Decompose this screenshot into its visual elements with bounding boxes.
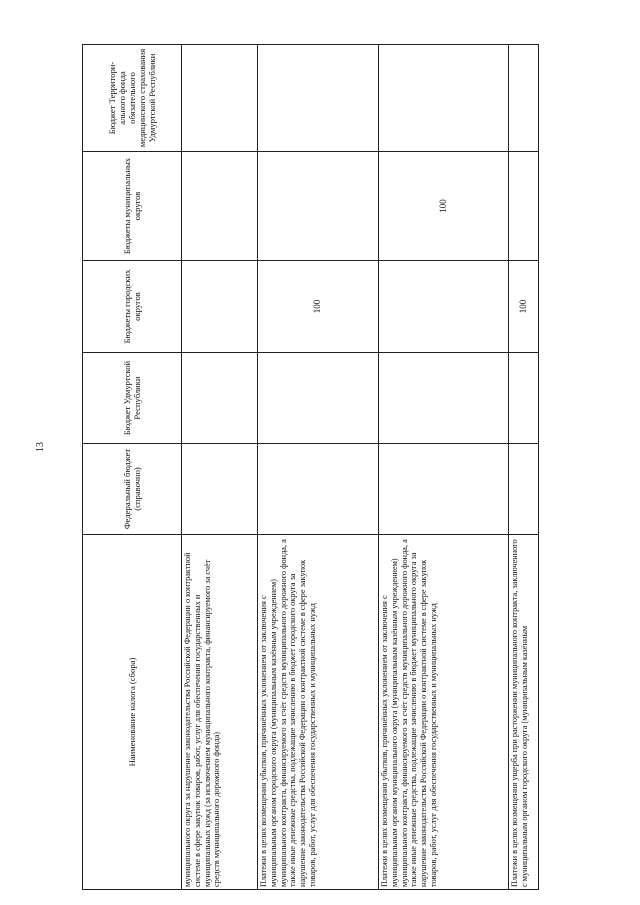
table-row — [258, 45, 379, 890]
table-row — [379, 45, 509, 890]
row-city-districts-value: 100 — [258, 261, 379, 353]
row-udmurt-value — [379, 353, 509, 444]
header-territorial-fund-budget: Бюджет Территори-ального фонда обязательного медицинского страхования Удмуртской Республики — [83, 45, 182, 152]
row-tax-name: Платежи в целях возмещения убытков, причинённых уклонением от заключения с муниципальным органом муниципального округа (муниципальным казённым учреждением) муниципального контракта, финансируемого за счёт средств муниципального дорожного фонда, а также иные денежные средства, подлежащие зачислению в бюджет муниципального округа за нарушение законодательства Российской Федерации о контрактной системе в сфере закупок товаров, работ, услуг для обеспечения государственных и муниципальных нужд — [379, 535, 509, 890]
row-city-districts-value — [379, 261, 509, 353]
row-udmurt-value — [182, 353, 258, 444]
row-tax-name: Платежи в целях возмещения ущерба при расторжении муниципального контракта, заключенного с муниципальным органом городского округа (муниципальным казённым — [509, 535, 539, 890]
row-city-districts-value: 100 — [509, 261, 539, 353]
row-udmurt-value — [509, 353, 539, 444]
table-row — [509, 45, 539, 890]
table-row — [182, 45, 258, 890]
row-municipal-districts-value — [182, 152, 258, 261]
row-municipal-districts-value: 100 — [379, 152, 509, 261]
table-header-row — [83, 45, 182, 890]
row-territorial-fund-value — [182, 45, 258, 152]
row-federal-value — [258, 444, 379, 535]
row-territorial-fund-value — [379, 45, 509, 152]
row-federal-value — [509, 444, 539, 535]
row-territorial-fund-value — [258, 45, 379, 152]
row-tax-name: Платежи в целях возмещения убытков, причинённых уклонением от заключения с муниципальным органом городского округа (муниципальным казённым учреждением) муниципального контракта, финансируемого за счёт средств муниципального дорожного фонда, а также иные денежные средства, подлежащие зачислению в бюджет городского округа за нарушение законодательства Российской Федерации о контрактной системе в сфере закупок товаров, работ, услуг для обеспечения государственных и муниципальных нужд — [258, 535, 379, 890]
header-city-districts-budget: Бюджеты городских округов — [83, 261, 182, 353]
row-tax-name: муниципального округа за нарушение законодательства Российской Федерации о контрактной системе в сфере закупок товаров, работ, услуг для обеспечения государственных и муниципальных нужд (за исключением муниципального контракта, финансируемого за счёт средств муниципального дорожного фонда) — [182, 535, 258, 890]
budget-distribution-table-container — [82, 45, 538, 890]
budget-distribution-table — [82, 44, 539, 890]
header-federal-budget: Федеральный бюджет (справочно) — [83, 444, 182, 535]
row-udmurt-value — [258, 353, 379, 444]
header-municipal-districts-budget: Бюджеты муниципальных округов — [83, 152, 182, 261]
row-federal-value — [182, 444, 258, 535]
header-tax-name: Наименование налога (сбора) — [83, 535, 182, 890]
row-municipal-districts-value — [258, 152, 379, 261]
row-territorial-fund-value — [509, 45, 539, 152]
header-udmurt-budget: Бюджет Удмуртской Республики — [83, 353, 182, 444]
row-municipal-districts-value — [509, 152, 539, 261]
page-number: 13 — [35, 442, 46, 452]
row-federal-value — [379, 444, 509, 535]
row-city-districts-value — [182, 261, 258, 353]
